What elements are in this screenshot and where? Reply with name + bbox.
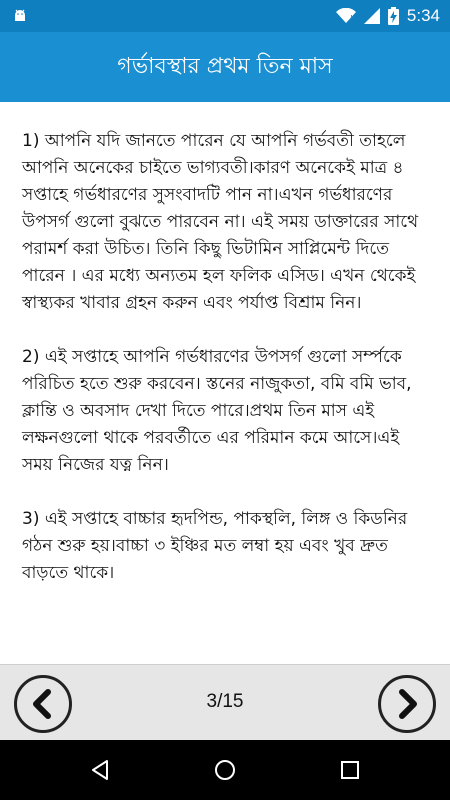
app-bar xyxy=(0,32,450,102)
next-page-button[interactable] xyxy=(378,675,436,733)
paragraph-1: 1) আপনি যদি জানতে পারেন যে আপনি গর্ভবতী তাহলে আপনি অনেকের চাইতে ভাগ্যবতী।কারণ অনেকেই মাত্র ৪ সপ্তাহে গর্ভধারণের সুসংবাদটি পান না।এখন গর্ভধারণের উপসর্গ গুলো বুঝতে পারবেন না। এই সময় ডাক্তারের সাথে পরামর্শ করা উচিত। তিনি কিছু ভিটামিন সাপ্লিমেন্ট দিতে পারেন । এর মধ্যে অন্যতম হল ফলিক এসিড। এখন থেকেই স্বাস্থ্যকর খাবার গ্রহন করুন এবং পর্যাপ্ত বিশ্রাম নিন। xyxy=(22,131,419,313)
wifi-icon xyxy=(336,8,356,24)
paragraph-3: 3) এই সপ্তাহে বাচ্চার হৃদপিন্ড, পাকস্থলি, লিঙ্গ ও কিডনির গঠন শুরু হয়।বাচ্চা ৩ ইঞ্চির মত লম্বা হয় এবং খুব দ্রুত বাড়তে থাকে। xyxy=(22,509,408,583)
page-title: গর্ভাবস্থার প্রথম তিন মাস xyxy=(117,53,333,79)
pager-bar xyxy=(0,664,450,740)
system-navigation-bar xyxy=(0,740,450,800)
android-icon xyxy=(12,8,28,24)
chevron-right-icon xyxy=(394,689,420,719)
paragraph-2: 2) এই সপ্তাহে আপনি গর্ভধারণের উপসর্গ গুলো সর্ম্পকে পরিচিত হতে শুরু করবেন। স্তনের নাজুকতা, বমি বমি ভাব, ক্লান্তি ও অবসাদ দেখা দিতে পারে।প্রথম তিন মাস এই লক্ষনগুলো থাকে পরবর্তীতে এর পরিমান কমে আসে।এই সময় নিজের যত্ন নিন। xyxy=(22,347,412,475)
signal-icon xyxy=(364,8,380,24)
page-indicator: 3/15 xyxy=(206,691,244,712)
back-triangle-icon[interactable] xyxy=(88,758,112,782)
svg-text:!: ! xyxy=(349,14,354,23)
status-bar xyxy=(0,0,450,32)
recents-square-icon[interactable] xyxy=(338,758,362,782)
status-time: 5:34 xyxy=(406,6,440,25)
battery-charging-icon xyxy=(388,7,399,25)
home-circle-icon[interactable] xyxy=(213,758,237,782)
article-content[interactable] xyxy=(0,102,450,664)
